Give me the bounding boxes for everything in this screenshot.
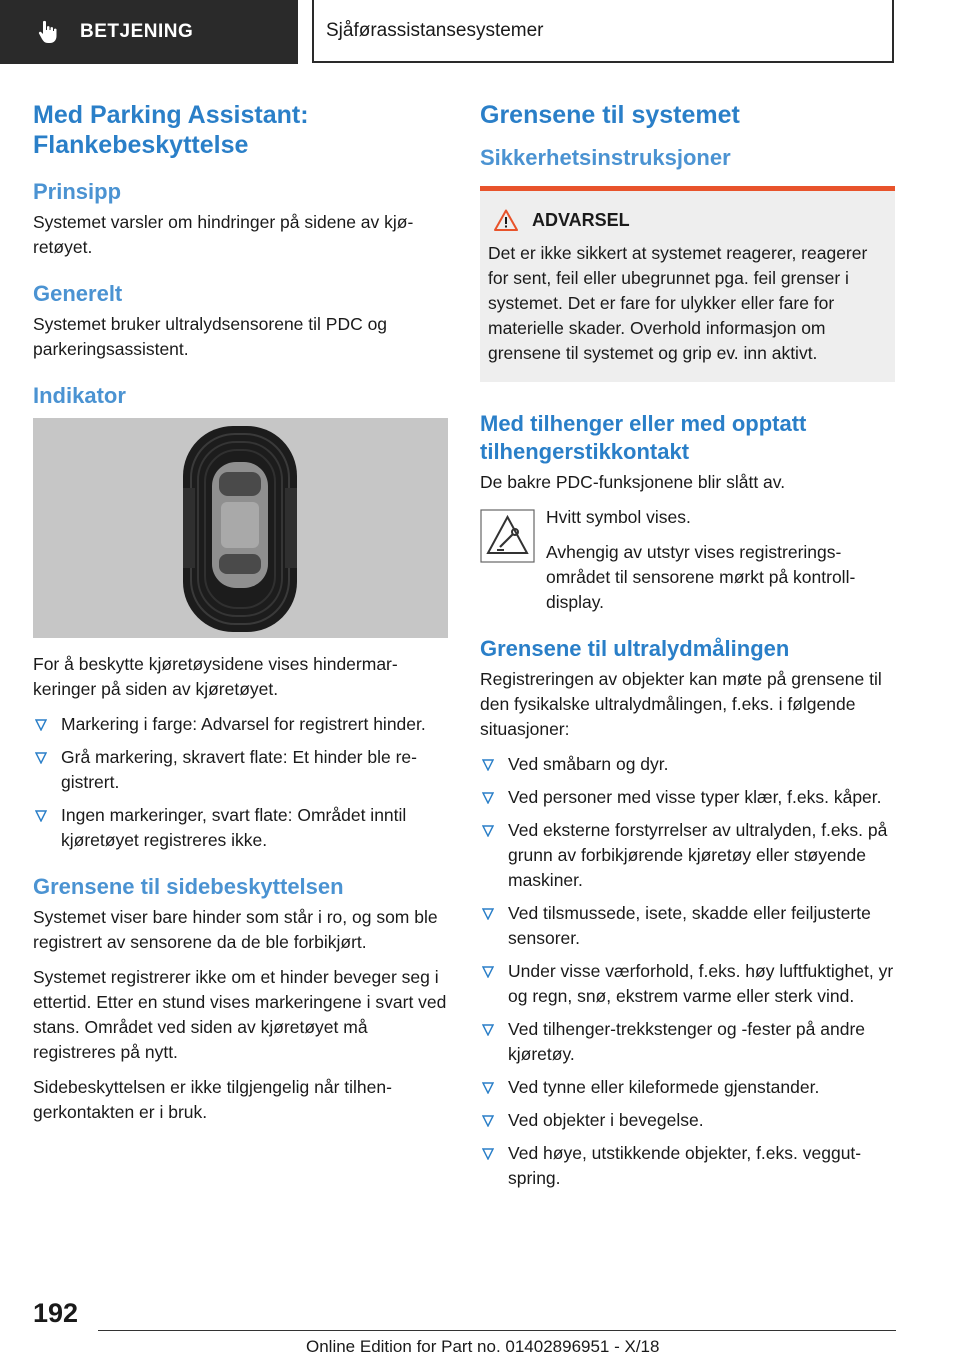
edition-text: Online Edition for Part no. 01402896951 - X/18: [306, 1337, 660, 1356]
list-item: Ved objekter i bevegelse.: [480, 1108, 895, 1133]
bullet-triangle-icon: [482, 966, 494, 978]
ultrasonic-heading: Grensene til ultralydmålingen: [480, 636, 790, 661]
limits-paragraph: Systemet viser bare hinder som står i ro, og som ble registrert av sensorene da de ble forbikjørt.: [33, 907, 438, 952]
right-column: [480, 100, 895, 1211]
chapter-title-box: [312, 0, 894, 63]
list-item: Grå markering, skravert flate: Et hinder ble registrert.: [33, 745, 448, 795]
general-section: [33, 280, 448, 362]
list-item: Ved tilsmussede, isete, skadde eller feiljusterte sensorer.: [480, 901, 895, 951]
bullet-triangle-icon: [482, 825, 494, 837]
footer-divider: [98, 1330, 896, 1331]
side-protection-limits-section: [33, 873, 448, 1125]
general-text: Systemet bruker ultralydsensorene til PDC og parkeringsassistent.: [33, 314, 388, 359]
principle-section: [33, 178, 448, 260]
bullet-triangle-icon: [482, 1148, 494, 1160]
list-item: Ved høye, utstikkende objekter, f.eks. veggutspring.: [480, 1141, 895, 1191]
page-number: 192: [33, 1298, 79, 1328]
bullet-triangle-icon: [35, 810, 47, 822]
warning-triangle-icon: [494, 209, 518, 231]
principle-heading: Prinsipp: [33, 179, 122, 204]
warning-label: ADVARSEL: [532, 209, 630, 230]
left-column: [33, 100, 448, 1145]
trailer-heading: Med tilhenger eller med opptatt tilhengerstikkontakt: [480, 411, 807, 464]
bullet-triangle-icon: [482, 1082, 494, 1094]
hand-pointer-icon: [36, 19, 62, 45]
section-label: BETJENING: [80, 21, 194, 42]
list-item: Ved eksterne forstyrrelser av ultralyden, f.eks. på grunn av forbikjørende kjøretøy eller støyende maskiner.: [480, 818, 895, 893]
right-title: Grensene til systemet: [480, 101, 740, 129]
safety-heading: Sikkerhetsinstruksjoner: [480, 145, 731, 170]
bullet-triangle-icon: [482, 1115, 494, 1127]
list-item: Ved tilhenger-trekkstenger og -fester på andre kjøretøy.: [480, 1017, 895, 1067]
list-item: Under visse værforhold, f.eks. høy luftfuktighet, yr og regn, snø, ekstrem varme eller sterk vind.: [480, 959, 895, 1009]
principle-text: Systemet varsler om hindringer på sidene av kjøretøyet.: [33, 212, 414, 257]
car-top-view-illustration: [33, 418, 448, 638]
list-item: Markering i farge: Advarsel for registrert hinder.: [33, 712, 448, 737]
bullet-triangle-icon: [482, 792, 494, 804]
bullet-triangle-icon: [482, 908, 494, 920]
trailer-hitch-icon: [480, 509, 535, 563]
list-item: Ved småbarn og dyr.: [480, 752, 895, 777]
page-header: [0, 0, 960, 66]
indicator-text: For å beskytte kjøretøysidene vises hindermarkeringer på siden av kjøretøyet.: [33, 654, 398, 699]
indicator-heading: Indikator: [33, 383, 126, 408]
bullet-triangle-icon: [35, 719, 47, 731]
warning-box: [480, 186, 895, 382]
symbol-text-2: Avhengig av utstyr vises registreringsområdet til sensorene mørkt på kontrolldisplay.: [546, 542, 856, 612]
bullet-triangle-icon: [35, 752, 47, 764]
ultrasonic-limits-section: [480, 635, 895, 1191]
trailer-text: De bakre PDC-funksjonene blir slått av.: [480, 472, 786, 492]
ultrasonic-text: Registreringen av objekter kan møte på grensene til den fysikalske ultralydmålingen, f.eks. i følgende situasjoner:: [480, 669, 882, 739]
left-title: Med Parking Assistant: Flankebeskyttelse: [33, 101, 309, 159]
limits-heading: Grensene til sidebeskyttelsen: [33, 874, 344, 899]
parking-indicator-image: [33, 418, 448, 638]
indicator-section: [33, 382, 448, 853]
section-tab: [0, 0, 298, 64]
bullet-triangle-icon: [482, 759, 494, 771]
limits-paragraph: Sidebeskyttelsen er ikke tilgjengelig når tilhengerkontakten er i bruk.: [33, 1077, 392, 1122]
symbol-text: Hvitt symbol vises.: [546, 507, 691, 527]
list-item: Ingen markeringer, svart flate: Området inntil kjøretøyet registreres ikke.: [33, 803, 448, 853]
trailer-symbol-row: [480, 505, 895, 615]
chapter-title: Sjåførassistansesystemer: [326, 19, 544, 41]
list-item: Ved tynne eller kileformede gjenstander.: [480, 1075, 895, 1100]
warning-title: [488, 209, 887, 231]
ultrasonic-list: [480, 752, 895, 1191]
general-heading: Generelt: [33, 281, 123, 306]
limits-paragraph: Systemet registrerer ikke om et hinder beveger seg i ettertid. Etter en stund vises markeringene i svart ved stans. Området ved siden av kjøretøyet må registreres på nytt.: [33, 967, 447, 1062]
list-item: Ved personer med visse typer klær, f.eks. kåper.: [480, 785, 895, 810]
trailer-section: [480, 410, 895, 615]
indicator-list: [33, 712, 448, 853]
bullet-triangle-icon: [482, 1024, 494, 1036]
warning-text: Det er ikke sikkert at systemet reagerer, reagerer for sent, feil eller ubegrunnet pga. feil grenser i systemet. Det er fare for ulykker eller fare for materielle skader. Overhold informasjon om grensene til systemet og grip ev. inn aktivt.: [488, 243, 868, 363]
